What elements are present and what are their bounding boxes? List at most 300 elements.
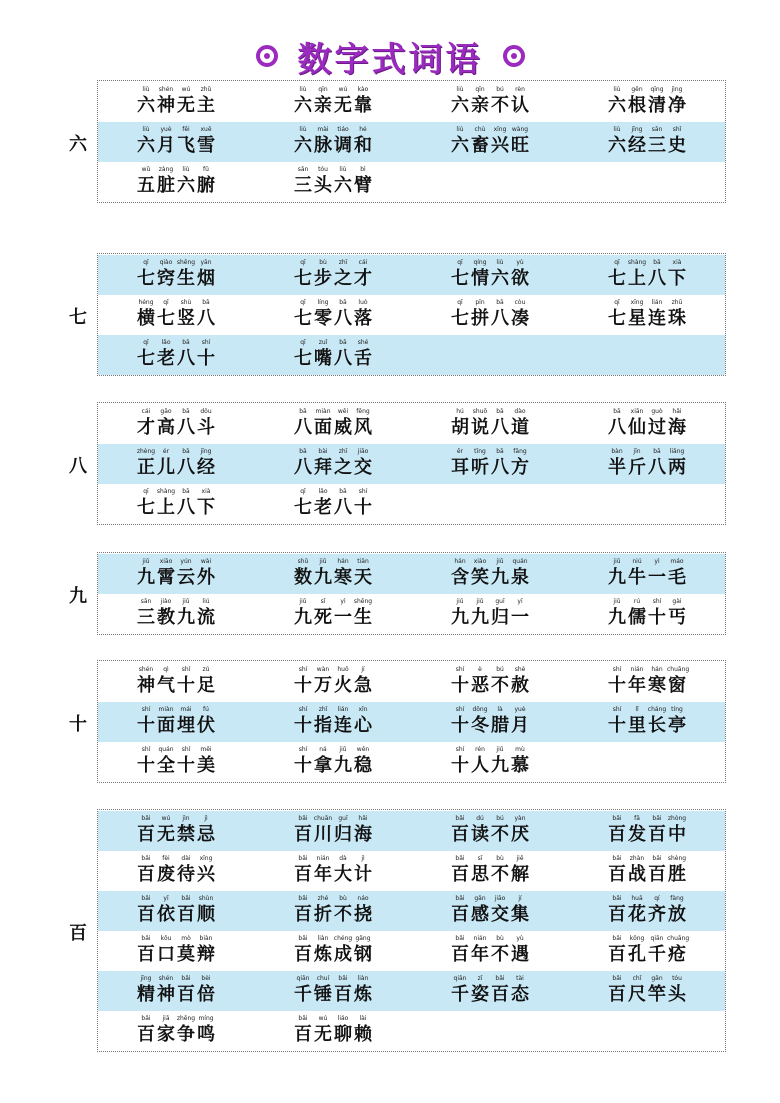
idiom-group-box — [97, 402, 726, 525]
hanzi-char: 凑 — [511, 308, 529, 329]
hanzi-char: 十 — [294, 755, 312, 776]
idiom-item — [607, 971, 737, 1011]
hanzi-char: 交 — [491, 904, 509, 925]
pinyin-line — [607, 975, 737, 982]
hanzi-char: 海 — [354, 824, 372, 845]
pinyin-line — [293, 408, 423, 415]
hanzi-char: 畜 — [471, 135, 489, 156]
pinyin-syllable: cái — [358, 259, 368, 266]
pinyin-line — [293, 259, 423, 266]
hanzi-char: 七 — [451, 268, 469, 289]
hanzi-char: 六 — [451, 135, 469, 156]
pinyin-syllable: bǎi — [181, 895, 191, 902]
pinyin-syllable: sī — [477, 855, 483, 862]
pinyin-syllable: qī — [457, 259, 463, 266]
pinyin-syllable: liú — [202, 598, 210, 605]
idiom-row — [98, 122, 725, 162]
pinyin-syllable: xià — [201, 488, 211, 495]
pinyin-syllable: è — [478, 666, 482, 673]
hanzi-char: 口 — [157, 944, 175, 965]
hanzi-char: 耳 — [451, 457, 469, 478]
idiom-text — [450, 94, 580, 118]
idiom-item — [450, 702, 580, 742]
idiom-row — [98, 335, 725, 375]
pinyin-syllable: tíng — [671, 706, 683, 713]
idiom-text — [293, 174, 423, 198]
hanzi-char: 十 — [294, 675, 312, 696]
hanzi-char: 八 — [177, 348, 195, 369]
pinyin-syllable: wǔ — [141, 166, 151, 173]
idiom-row — [98, 811, 725, 851]
hanzi-char: 急 — [354, 675, 372, 696]
hanzi-char: 川 — [314, 824, 332, 845]
idiom-item — [293, 335, 423, 375]
idiom-item — [450, 82, 580, 122]
pinyin-syllable: jiǔ — [476, 598, 484, 605]
pinyin-syllable: shí — [358, 488, 368, 495]
hanzi-char: 正 — [137, 457, 155, 478]
hanzi-char: 七 — [137, 268, 155, 289]
hanzi-char: 说 — [471, 417, 489, 438]
hanzi-char: 七 — [608, 268, 626, 289]
pinyin-syllable: dōng — [472, 706, 488, 713]
pinyin-syllable: bǎi — [141, 855, 151, 862]
idiom-item — [293, 82, 423, 122]
pinyin-syllable: zú — [202, 666, 210, 673]
pinyin-syllable: bā — [202, 299, 210, 306]
idiom-text — [293, 943, 423, 967]
pinyin-syllable: quán — [512, 558, 528, 565]
idiom-row — [98, 931, 725, 971]
hanzi-char: 百 — [177, 904, 195, 925]
idiom-item — [136, 971, 266, 1011]
hanzi-char: 火 — [334, 675, 352, 696]
idiom-item — [450, 811, 580, 851]
hanzi-char: 八 — [491, 417, 509, 438]
idiom-text — [450, 307, 580, 331]
hanzi-char: 一 — [334, 607, 352, 628]
hanzi-char: 七 — [294, 497, 312, 518]
idiom-row — [98, 971, 725, 1011]
hanzi-char: 恶 — [471, 675, 489, 696]
pinyin-line — [136, 86, 266, 93]
hanzi-char: 十 — [354, 497, 372, 518]
pinyin-syllable: xīng — [630, 299, 644, 306]
hanzi-char: 寒 — [648, 675, 666, 696]
idiom-text — [293, 754, 423, 778]
hanzi-char: 面 — [314, 417, 332, 438]
pinyin-line — [293, 86, 423, 93]
pinyin-syllable: dǒu — [200, 408, 212, 415]
idiom-item — [293, 971, 423, 1011]
pinyin-line — [607, 895, 737, 902]
pinyin-syllable: bǎi — [455, 855, 465, 862]
hanzi-char: 尺 — [628, 984, 646, 1005]
hanzi-char: 十 — [177, 675, 195, 696]
hanzi-char: 九 — [608, 607, 626, 628]
pinyin-syllable: mò — [181, 935, 191, 942]
pinyin-syllable: bā — [182, 448, 190, 455]
idiom-item — [450, 931, 580, 971]
pinyin-syllable: bǎi — [298, 935, 308, 942]
pinyin-syllable: lǐ — [635, 706, 639, 713]
idiom-item — [450, 851, 580, 891]
pinyin-syllable: náo — [357, 895, 369, 902]
pinyin-line — [293, 935, 423, 942]
hanzi-char: 三 — [137, 607, 155, 628]
hanzi-char: 八 — [197, 308, 215, 329]
pinyin-syllable: bā — [299, 448, 307, 455]
pinyin-syllable: jiǔ — [339, 746, 347, 753]
idiom-row — [98, 162, 725, 202]
idiom-item — [293, 811, 423, 851]
pinyin-syllable: liǎng — [669, 448, 685, 455]
idiom-group-box — [97, 552, 726, 635]
hanzi-char: 花 — [628, 904, 646, 925]
idiom-item — [293, 702, 423, 742]
idiom-text — [136, 566, 266, 590]
pinyin-syllable: mài — [317, 126, 329, 133]
idiom-text — [293, 823, 423, 847]
pinyin-syllable: bǎi — [495, 975, 505, 982]
hanzi-char: 之 — [334, 268, 352, 289]
hanzi-char: 鸣 — [197, 1024, 215, 1045]
pinyin-syllable: xīn — [358, 706, 368, 713]
idiom-text — [607, 416, 737, 440]
hanzi-char: 旺 — [511, 135, 529, 156]
hanzi-char: 放 — [668, 904, 686, 925]
idiom-text — [450, 903, 580, 927]
pinyin-line — [136, 1015, 266, 1022]
idiom-text — [136, 416, 266, 440]
hanzi-char: 外 — [197, 567, 215, 588]
idiom-item — [136, 811, 266, 851]
hanzi-char: 归 — [491, 607, 509, 628]
pinyin-line — [293, 1015, 423, 1022]
pinyin-syllable: chǐ — [632, 975, 642, 982]
pinyin-syllable: zhēng — [176, 1015, 196, 1022]
hanzi-char: 神 — [137, 675, 155, 696]
hanzi-char: 忌 — [197, 824, 215, 845]
pinyin-line — [450, 86, 580, 93]
idiom-item — [136, 662, 266, 702]
hanzi-char: 高 — [157, 417, 175, 438]
hanzi-char: 交 — [354, 457, 372, 478]
pinyin-syllable: xīng — [493, 126, 507, 133]
hanzi-char: 兴 — [197, 864, 215, 885]
pinyin-syllable: xiān — [630, 408, 644, 415]
hanzi-char: 五 — [137, 175, 155, 196]
idiom-text — [293, 416, 423, 440]
pinyin-line — [293, 895, 423, 902]
idiom-item — [607, 255, 737, 295]
hanzi-char: 欲 — [511, 268, 529, 289]
hanzi-char: 成 — [334, 944, 352, 965]
hanzi-char: 净 — [668, 95, 686, 116]
hanzi-char: 九 — [314, 567, 332, 588]
pinyin-syllable: nián — [630, 666, 644, 673]
pinyin-syllable: tài — [516, 975, 524, 982]
idiom-row — [98, 742, 725, 782]
hanzi-char: 八 — [648, 457, 666, 478]
pinyin-syllable: jiāo — [357, 448, 369, 455]
pinyin-syllable: jīn — [633, 448, 641, 455]
idiom-text — [136, 456, 266, 480]
hanzi-char: 寒 — [334, 567, 352, 588]
pinyin-syllable: pīn — [475, 299, 485, 306]
hanzi-char: 才 — [137, 417, 155, 438]
hanzi-char: 两 — [668, 457, 686, 478]
pinyin-line — [293, 855, 423, 862]
hanzi-char: 六 — [491, 268, 509, 289]
pinyin-syllable: fǔ — [203, 166, 209, 173]
pinyin-syllable: yì — [654, 558, 660, 565]
pinyin-syllable: jiǔ — [496, 558, 504, 565]
idiom-item — [136, 404, 266, 444]
hanzi-char: 认 — [511, 95, 529, 116]
hanzi-char: 八 — [334, 497, 352, 518]
pinyin-syllable: wú — [338, 86, 348, 93]
pinyin-line — [136, 935, 266, 942]
pinyin-line — [450, 558, 580, 565]
hanzi-char: 无 — [157, 824, 175, 845]
idiom-text — [293, 674, 423, 698]
hanzi-char: 横 — [137, 308, 155, 329]
hanzi-char: 炼 — [314, 944, 332, 965]
pinyin-syllable: jiǔ — [319, 558, 327, 565]
hanzi-char: 年 — [314, 864, 332, 885]
pinyin-syllable: shí — [298, 666, 308, 673]
pinyin-syllable: qī — [300, 299, 306, 306]
pinyin-syllable: bǎi — [652, 815, 662, 822]
hanzi-char: 态 — [511, 984, 529, 1005]
hanzi-char: 八 — [294, 457, 312, 478]
hanzi-char: 拜 — [314, 457, 332, 478]
hanzi-char: 方 — [511, 457, 529, 478]
hanzi-char: 十 — [451, 755, 469, 776]
hanzi-char: 兴 — [491, 135, 509, 156]
hanzi-char: 经 — [197, 457, 215, 478]
hanzi-char: 九 — [294, 607, 312, 628]
pinyin-syllable: yù — [516, 935, 524, 942]
pinyin-syllable: jiǔ — [182, 598, 190, 605]
pinyin-syllable: jì — [204, 815, 208, 822]
hanzi-char: 八 — [177, 417, 195, 438]
idiom-item — [136, 554, 266, 594]
pinyin-line — [607, 299, 737, 306]
idiom-item — [136, 484, 266, 524]
pinyin-syllable: bǎi — [455, 815, 465, 822]
pinyin-syllable: guī — [338, 815, 348, 822]
pinyin-syllable: wěn — [356, 746, 370, 753]
idiom-item — [136, 594, 266, 634]
target-bullet-icon — [503, 45, 525, 67]
pinyin-syllable: chù — [474, 126, 486, 133]
hanzi-char: 长 — [648, 715, 666, 736]
pinyin-syllable: bā — [182, 408, 190, 415]
idiom-item — [136, 82, 266, 122]
pinyin-syllable: yún — [180, 558, 192, 565]
idiom-text — [136, 674, 266, 698]
hanzi-char: 臂 — [354, 175, 372, 196]
pinyin-syllable: qí — [654, 895, 660, 902]
pinyin-line — [136, 448, 266, 455]
pinyin-syllable: qīn — [475, 86, 485, 93]
idiom-text — [607, 714, 737, 738]
idiom-text — [607, 674, 737, 698]
idiom-text — [450, 943, 580, 967]
hanzi-char: 争 — [177, 1024, 195, 1045]
hanzi-char: 千 — [294, 984, 312, 1005]
hanzi-char: 九 — [491, 567, 509, 588]
hanzi-char: 足 — [197, 675, 215, 696]
hanzi-char: 六 — [334, 175, 352, 196]
hanzi-char: 一 — [648, 567, 666, 588]
idiom-row — [98, 594, 725, 634]
pinyin-syllable: shēng — [176, 259, 196, 266]
pinyin-syllable: zàng — [158, 166, 174, 173]
hanzi-char: 道 — [511, 417, 529, 438]
pinyin-line — [450, 408, 580, 415]
pinyin-syllable: bú — [496, 666, 504, 673]
pinyin-syllable: zhǐ — [318, 706, 328, 713]
hanzi-char: 窍 — [157, 268, 175, 289]
hanzi-char: 百 — [451, 944, 469, 965]
pinyin-line — [450, 935, 580, 942]
hanzi-char: 百 — [294, 904, 312, 925]
idiom-item — [136, 931, 266, 971]
pinyin-syllable: shí — [455, 746, 465, 753]
idiom-item — [607, 851, 737, 891]
hanzi-char: 月 — [157, 135, 175, 156]
hanzi-char: 听 — [471, 457, 489, 478]
hanzi-char: 感 — [471, 904, 489, 925]
idiom-item — [136, 295, 266, 335]
hanzi-char: 经 — [628, 135, 646, 156]
idiom-text — [607, 606, 737, 630]
pinyin-syllable: shí — [455, 706, 465, 713]
pinyin-line — [136, 339, 266, 346]
pinyin-syllable: liáo — [337, 1015, 349, 1022]
idiom-text — [607, 267, 737, 291]
hanzi-char: 三 — [294, 175, 312, 196]
pinyin-syllable: dài — [181, 855, 191, 862]
idiom-text — [293, 347, 423, 371]
idiom-item — [607, 594, 737, 634]
pinyin-syllable: ná — [319, 746, 327, 753]
idiom-text — [293, 307, 423, 331]
idiom-item — [293, 662, 423, 702]
hanzi-char: 云 — [177, 567, 195, 588]
idiom-text — [607, 566, 737, 590]
pinyin-syllable: kǒng — [629, 935, 645, 942]
hanzi-char: 头 — [668, 984, 686, 1005]
idiom-item — [293, 122, 423, 162]
pinyin-line — [136, 666, 266, 673]
pinyin-syllable: liù — [456, 126, 464, 133]
idiom-item — [293, 162, 423, 202]
hanzi-char: 九 — [451, 607, 469, 628]
pinyin-syllable: sǐ — [320, 598, 326, 605]
hanzi-char: 亭 — [668, 715, 686, 736]
pinyin-syllable: bàn — [611, 448, 623, 455]
hanzi-char: 折 — [314, 904, 332, 925]
idiom-row — [98, 891, 725, 931]
pinyin-syllable: hǎi — [672, 408, 682, 415]
pinyin-syllable: shén — [158, 975, 174, 982]
hanzi-char: 八 — [648, 268, 666, 289]
hanzi-char: 挠 — [354, 904, 372, 925]
hanzi-char: 莫 — [177, 944, 195, 965]
idiom-text — [293, 456, 423, 480]
pinyin-syllable: fēng — [356, 408, 370, 415]
idiom-item — [136, 162, 266, 202]
pinyin-syllable: chuāng — [667, 666, 690, 673]
pinyin-line — [293, 299, 423, 306]
pinyin-syllable: gēn — [631, 86, 643, 93]
hanzi-char: 七 — [157, 308, 175, 329]
pinyin-syllable: zhǔ — [200, 86, 212, 93]
hanzi-char: 竿 — [648, 984, 666, 1005]
hanzi-char: 百 — [491, 984, 509, 1005]
pinyin-line — [607, 598, 737, 605]
idiom-group-box — [97, 253, 726, 376]
hanzi-char: 年 — [628, 675, 646, 696]
pinyin-line — [607, 448, 737, 455]
pinyin-syllable: bǎi — [181, 975, 191, 982]
pinyin-syllable: guī — [495, 598, 505, 605]
hanzi-char: 九 — [491, 755, 509, 776]
hanzi-char: 不 — [491, 95, 509, 116]
pinyin-syllable: jīng — [140, 975, 152, 982]
idiom-item — [136, 891, 266, 931]
hanzi-char: 风 — [354, 417, 372, 438]
idiom-item — [450, 662, 580, 702]
idiom-item — [607, 295, 737, 335]
idiom-text — [450, 863, 580, 887]
hanzi-char: 腊 — [491, 715, 509, 736]
hanzi-char: 顺 — [197, 904, 215, 925]
hanzi-char: 十 — [197, 348, 215, 369]
idiom-item — [293, 594, 423, 634]
hanzi-char: 教 — [157, 607, 175, 628]
pinyin-syllable: gài — [672, 598, 682, 605]
pinyin-syllable: fàng — [670, 895, 684, 902]
hanzi-char: 史 — [668, 135, 686, 156]
idiom-text — [293, 94, 423, 118]
pinyin-syllable: jiǔ — [299, 598, 307, 605]
pinyin-syllable: sān — [297, 166, 309, 173]
idiom-text — [136, 347, 266, 371]
idiom-row — [98, 484, 725, 524]
idiom-item — [136, 851, 266, 891]
idiom-group-box — [97, 660, 726, 783]
pinyin-syllable: wēi — [337, 408, 349, 415]
pinyin-syllable: liàn — [357, 975, 369, 982]
hanzi-char: 百 — [294, 944, 312, 965]
hanzi-char: 姿 — [471, 984, 489, 1005]
pinyin-syllable: shí — [181, 746, 191, 753]
hanzi-char: 年 — [471, 944, 489, 965]
pinyin-syllable: bǎi — [141, 935, 151, 942]
hanzi-char: 美 — [197, 755, 215, 776]
idiom-row — [98, 295, 725, 335]
idiom-text — [607, 903, 737, 927]
idiom-item — [293, 404, 423, 444]
pinyin-syllable: jiǔ — [456, 598, 464, 605]
pinyin-syllable: yān — [200, 259, 212, 266]
idiom-item — [293, 742, 423, 782]
